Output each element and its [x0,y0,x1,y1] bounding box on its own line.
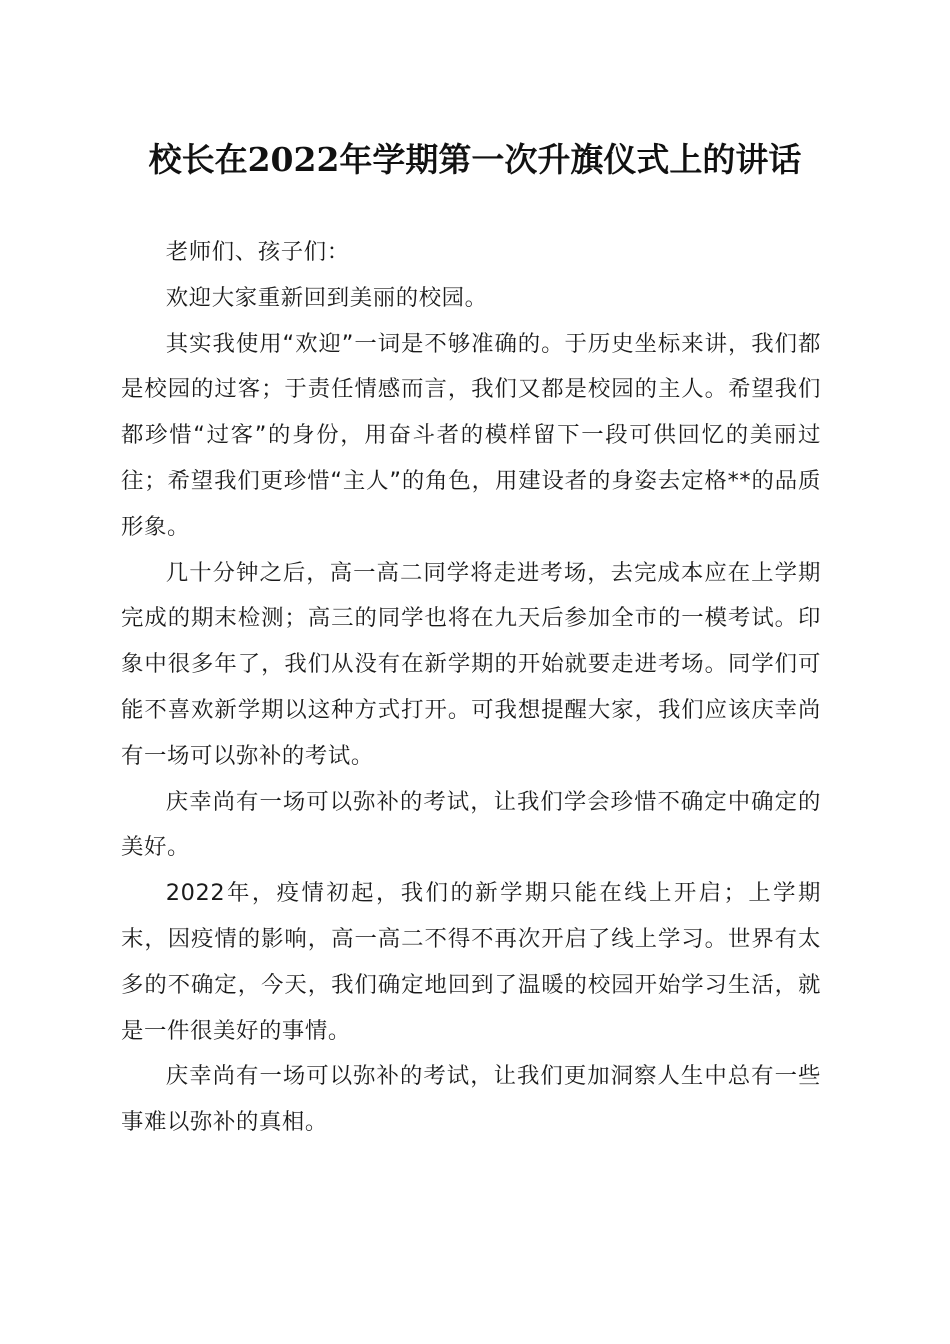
paragraph: 2022年，疫情初起，我们的新学期只能在线上开启；上学期末，因疫情的影响，高一高二不得不再次开启了线上学习。世界有太多的不确定，今天，我们确定地回到了温暖的校园开始学习生活，就是一件很美好的事情。 [121,880,821,1044]
document-body [121,230,821,1146]
paragraph: 庆幸尚有一场可以弥补的考试，让我们学会珍惜不确定中确定的美好。 [121,788,821,861]
paragraph: 庆幸尚有一场可以弥补的考试，让我们更加洞察人生中总有一些事难以弥补的真相。 [121,1063,821,1136]
paragraph-salutation: 老师们、孩子们： [165,239,350,265]
paragraph: 其实我使用“欢迎”一词是不够准确的。于历史坐标来讲，我们都是校园的过客；于责任情感而言，我们又都是校园的主人。希望我们都珍惜“过客”的身份，用奋斗者的模样留下一段可供回忆的美丽过往；希望我们更珍惜“主人”的角色，用建设者的身姿去定格**的品质形象。 [121,330,821,540]
document-title: 校长在2022年学期第一次升旗仪式上的讲话 [148,140,802,179]
paragraph-welcome: 欢迎大家重新回到美丽的校园。 [165,284,488,311]
paragraph: 几十分钟之后，高一高二同学将走进考场，去完成本应在上学期完成的期末检测；高三的同学也将在九天后参加全市的一模考试。印象中很多年了，我们从没有在新学期的开始就要走进考场。同学们可能不喜欢新学期以这种方式打开。可我想提醒大家，我们应该庆幸尚有一场可以弥补的考试。 [121,559,821,769]
